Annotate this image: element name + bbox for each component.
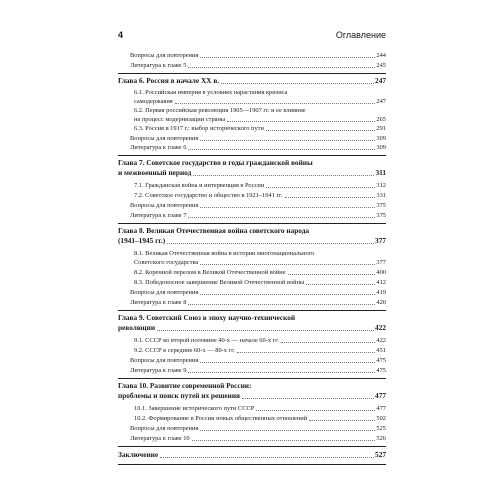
chapter-heading-text: Глава 9. Советский Союз в эпоху научно-технической — [118, 313, 296, 322]
chapter-divider — [118, 464, 386, 465]
toc-entry-text: 6.2. Первая российская революция 1905—1907 гг. и ее влияние — [134, 107, 306, 114]
toc-entry: Вопросы для повторения 309 — [130, 135, 386, 142]
chapter-heading: проблемы и поиск путей их решения 477 — [118, 391, 386, 400]
toc-entry: Литература к главе 7 375 — [130, 212, 386, 219]
chapter-divider — [118, 446, 386, 447]
toc-entry: 9.1. СССР во второй половине 40-х — начале 60-х гг. 422 — [134, 337, 386, 344]
chapter-heading: (1941–1945 гг.) 377 — [118, 236, 386, 245]
toc-entry: 6.3. Россия в 1917 г.: выбор исторического пути 291 — [134, 125, 386, 132]
toc-entry: Литература к главе 10 526 — [130, 435, 386, 442]
chapter-divider — [118, 378, 386, 379]
toc-entry: Советского государства 377 — [134, 259, 386, 266]
chapter-divider — [118, 155, 386, 156]
toc-entry: самодержавия 247 — [134, 98, 386, 105]
header-title: Оглавление — [335, 30, 386, 40]
chapter-divider — [118, 223, 386, 224]
toc-entry: Литература к главе 5 245 — [130, 62, 386, 69]
page-header — [118, 30, 386, 42]
chapter-divider — [118, 73, 386, 74]
toc-entry: 7.2. Советское государство и общество в 1921–1941 гг. 331 — [134, 192, 386, 199]
conclusion-heading: Заключение 527 — [118, 450, 386, 459]
toc-entry: на процесс модернизации страны 265 — [134, 116, 386, 123]
chapter-divider — [118, 310, 386, 311]
page-number: 4 — [118, 30, 124, 40]
toc-entry: 8.3. Победоносное завершение Великой Отечественной войны 412 — [134, 279, 386, 286]
toc-entry: Литература к главе 8 420 — [130, 299, 386, 306]
toc-entry: Вопросы для повторения 244 — [130, 52, 386, 59]
toc-entry: 9.2. СССР в середине 60-х — 80-х гг. 451 — [134, 347, 386, 354]
chapter-heading-text: Глава 8. Великая Отечественная война советского народа — [118, 226, 310, 235]
toc-entry: Вопросы для повторения 525 — [130, 425, 386, 432]
toc-entry: Вопросы для повторения 419 — [130, 289, 386, 296]
toc-entry-text: 6.1. Российская империя в условиях нарастания кризиса — [134, 89, 288, 96]
chapter-heading: Глава 6. Россия в начале XX в. 247 — [118, 76, 386, 85]
toc-entry: Литература к главе 9 475 — [130, 367, 386, 374]
toc-entry: Вопросы для повторения 375 — [130, 202, 386, 209]
toc-entry: 10.1. Завершение исторического пути СССР 477 — [134, 405, 386, 412]
toc-entry: 8.2. Коренной перелом в Великой Отечественной войне 400 — [134, 269, 386, 276]
toc-entry-text: 8.1. Великая Отечественная война в истории многонационального — [134, 250, 315, 257]
toc-entry: 7.1. Гражданская война и интервенция в России 312 — [134, 182, 386, 189]
toc-page — [118, 18, 386, 486]
chapter-heading: и межвоенный период 311 — [118, 168, 386, 177]
toc-entry: Литература к главе 6 309 — [130, 144, 386, 151]
toc-entry: Вопросы для повторения 475 — [130, 357, 386, 364]
chapter-heading-text: Глава 10. Развитие современной России: — [118, 381, 252, 390]
chapter-heading: революции 422 — [118, 323, 386, 332]
chapter-heading-text: Глава 7. Советское государство в годы гражданской войны — [118, 158, 313, 167]
toc-entry: 10.2. Формирование в России новых общественных отношений 502 — [134, 415, 386, 422]
